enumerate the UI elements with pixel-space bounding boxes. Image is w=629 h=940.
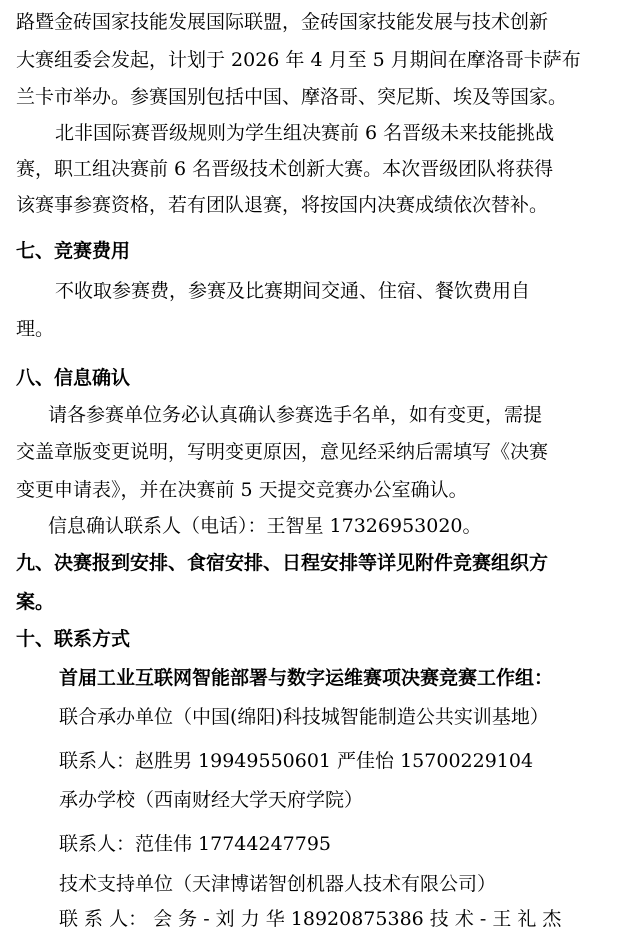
host-school: 承办学校（西南财经大学天府学院） <box>59 789 364 811</box>
work-group-title: 首届工业互联网智能部署与数字运维赛项决赛竞赛工作组： <box>59 667 554 689</box>
paragraph-line: 大赛组委会发起，计划于 2026 年 4 月至 5 月期间在摩洛哥卡萨布 <box>16 49 581 71</box>
paragraph-line: 北非国际赛晋级规则为学生组决赛前 6 名晋级未来技能挑战 <box>55 122 555 144</box>
section-heading-arrangements: 九、决赛报到安排、食宿安排、日程安排等详见附件竞赛组织方 <box>16 552 549 574</box>
confirmation-contact: 信息确认联系人（电话）：王智星 17326953020。 <box>48 515 482 537</box>
paragraph-line: 赛，职工组决赛前 6 名晋级技术创新大赛。本次晋级团队将获得 <box>16 158 554 180</box>
host-school-contacts: 联系人：范佳伟 17744247795 <box>59 833 332 855</box>
paragraph-line: 兰卡市举办。参赛国别包括中国、摩洛哥、突尼斯、埃及等国家。 <box>16 86 568 108</box>
co-organizer-unit: 联合承办单位（中国(绵阳)科技城智能制造公共实训基地） <box>59 706 549 728</box>
paragraph-line: 请各参赛单位务必认真确认参赛选手名单，如有变更，需提 <box>48 404 543 426</box>
paragraph-line: 不收取参赛费，参赛及比赛期间交通、住宿、餐饮费用自 <box>55 280 531 302</box>
tech-support-contacts: 联 系 人： 会 务 - 刘 力 华 18920875386 技 术 - 王 礼 杰 <box>59 908 562 930</box>
paragraph-line: 交盖章版变更说明，写明变更原因，意见经采纳后需填写《决赛 <box>16 441 549 463</box>
paragraph-line: 该赛事参赛资格，若有团队退赛，将按国内决赛成绩依次替补。 <box>16 194 549 216</box>
section-heading-arrangements-cont: 案。 <box>16 591 55 613</box>
section-heading-confirmation: 八、信息确认 <box>16 367 131 389</box>
tech-support-unit: 技术支持单位（天津博诺智创机器人技术有限公司） <box>59 873 497 895</box>
paragraph-line: 路暨金砖国家技能发展国际联盟，金砖国家技能发展与技术创新 <box>16 11 549 33</box>
paragraph-line: 变更申请表》，并在决赛前 5 天提交竞赛办公室确认。 <box>16 479 468 501</box>
section-heading-fees: 七、竞赛费用 <box>16 240 131 262</box>
section-heading-contact: 十、联系方式 <box>16 628 131 650</box>
co-organizer-contacts: 联系人：赵胜男 19949550601 严佳怡 15700229104 <box>59 750 534 772</box>
paragraph-line: 理。 <box>16 318 55 340</box>
